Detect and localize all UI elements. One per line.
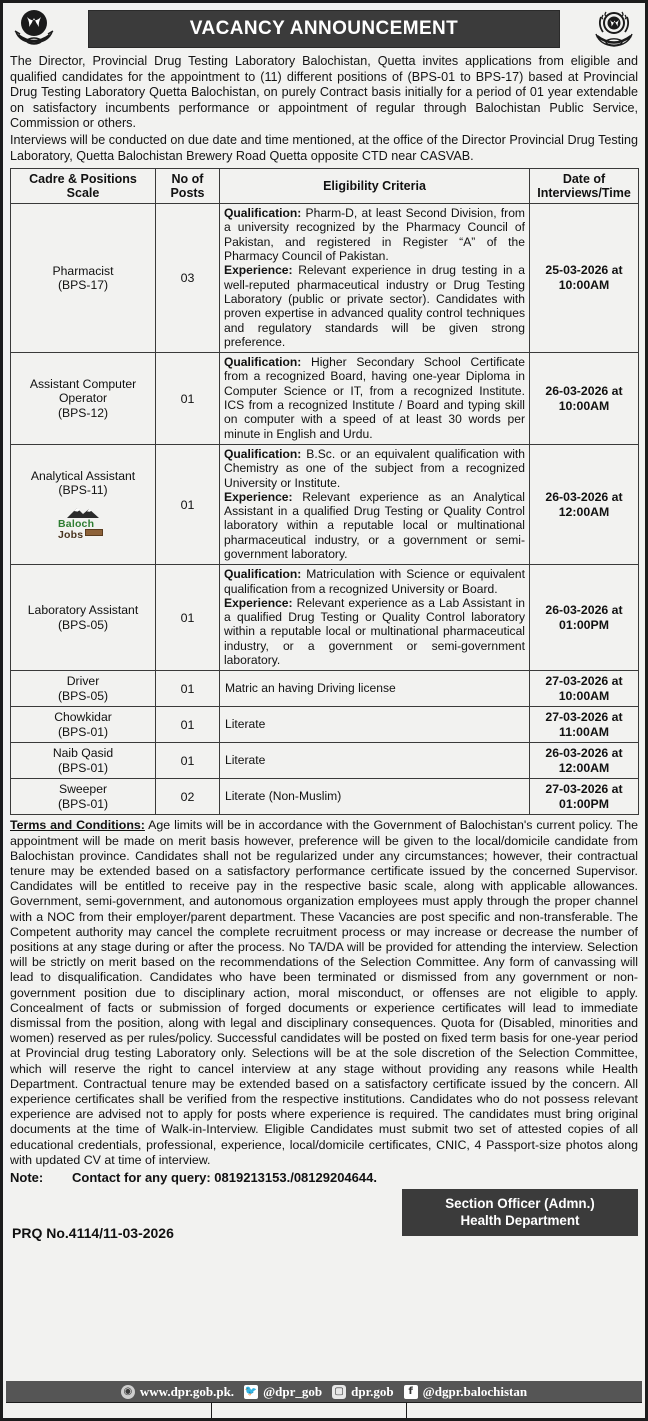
cadre-scale: (BPS-05) — [57, 617, 109, 632]
cell-cadre — [11, 353, 156, 445]
baloch-jobs-watermark — [54, 506, 112, 541]
cell-eligibility — [220, 444, 530, 564]
qualification-text: Matriculation with Science or equivalent qualification from a recognized University or Board. — [224, 567, 525, 596]
cell-posts: 03 — [156, 204, 220, 353]
experience-block — [224, 263, 525, 349]
cadre-scale: (BPS-11) — [58, 483, 108, 498]
cell-cadre — [11, 707, 156, 743]
table-row — [11, 204, 639, 353]
watermark-line-2 — [54, 529, 112, 541]
terms-body: Age limits will be in accordance with the Government of Balochistan's current policy. The appointment will be made on merit basis however, preference will be given to the local/domicile candidate from Balochistan province. Candidates shall not be regularized under any circumstances; however, their contractual tenure may be extended based on a satisfactory performance certificate issued by the concerned Supervisor. Candidates will be entitled to receive pay in the respective basic scale, along with applicable allowances. Government, semi-government, and autonomous organization employees must apply through the proper channel with a NOC from their employer/parent department. These Vacancies are post specific and non-transferable. The Competent authority may cancel the complete recruitment process or may increase or decrease the number of positions at any stage during or after the process. No TA/DA will be provided for attending the interview. Selection will be strictly on merit based on the recommendations of the Selection Committee. Any form of canvassing will lead to disqualification. Candidates who have been terminated or dismissed from any government or non-government position due to disciplinary action, moral misconduct, or offenses are not eligible to apply. Concealment of facts or submission of forged documents or experience certificates will lead to immediate dismissal from the position, along with legal and disciplinary consequences. Quota for (Disabled, minorities and women) reserved as per rules/policy. Successful candidates will be posted on fixed term basis for one-year period at Provincial drug testing Laboratory only. Selections will be at the sole discretion of the Selection Committee, which will reserve the right to cancel interview at any stage without providing any reasons while Health Department. Contractual tenure may be extended based on a satisfactory certificate issued by the concern. All experience certificates shall be verified from the respective institutions. Candidates who do not possess relevant experience are advised not to apply for posts where experience is required. The candidates must bring original documents at the time of Walk-in-Interview. Eligible Candidates must submit two set of attested copies of all educational credentials, professional, experience, local/domicile certificates, CNIC, 4 Passport-size photos along with updated CV at time of interview. — [10, 818, 639, 1167]
cadre-title: Naib Qasid — [52, 746, 114, 761]
page-title: VACANCY ANNOUNCEMENT — [88, 10, 560, 48]
watermark-line-2-text: Jobs — [58, 529, 84, 542]
cell-eligibility: Literate (Non-Muslim) — [220, 779, 530, 815]
qualification-block — [224, 206, 525, 263]
prq-number: PRQ No.4114/11-03-2026 — [12, 1225, 174, 1242]
pakistan-government-emblem-icon — [590, 7, 638, 51]
interview-time: 12:00AM — [558, 760, 610, 775]
qualification-text: B.Sc. or an equivalent qualification with Chemistry as one of the subject from a recognized University or Institute. — [224, 446, 525, 490]
interview-time: 10:00AM — [558, 278, 610, 293]
cell-posts: 01 — [156, 671, 220, 707]
experience-text: Relevant experience as an Analytical Assistant in a qualified Drug Testing or Quality Control laboratory within a reputable local or multinational pharmaceutical industry, or a government or semi-government laboratory. — [224, 489, 525, 561]
cell-posts: 02 — [156, 779, 220, 815]
cell-posts: 01 — [156, 707, 220, 743]
cadre-scale: (BPS-05) — [57, 688, 109, 703]
cadre-scale: (BPS-01) — [57, 796, 109, 811]
qualification-label: Qualification: — [224, 206, 302, 221]
twitter-handle: @dpr_gob — [263, 1383, 323, 1399]
cadre-scale: (BPS-01) — [57, 724, 109, 739]
interview-date: 26-03-2026 at — [545, 383, 623, 398]
column-header-cadre: Cadre & Positions Scale — [11, 169, 156, 204]
page-header — [10, 3, 638, 52]
instagram-icon: ▢ — [332, 1385, 346, 1399]
interview-time: 01:00PM — [559, 617, 609, 632]
table-row — [11, 353, 639, 445]
website-url: www.dpr.gob.pk. — [139, 1383, 235, 1399]
cadre-title: Sweeper — [58, 782, 108, 797]
note-text: Contact for any query: 0819213153./08129204644. — [72, 1170, 377, 1186]
table-row — [11, 565, 639, 671]
column-header-posts: No of Posts — [156, 169, 220, 204]
qualification-label: Qualification: — [224, 567, 302, 582]
terms-and-conditions — [10, 815, 638, 1168]
cadre-scale: (BPS-17) — [57, 278, 109, 293]
page-inner — [3, 3, 645, 1418]
experience-label: Experience: — [224, 489, 293, 504]
cell-eligibility — [220, 204, 530, 353]
signature-department: Health Department — [460, 1213, 580, 1229]
table-row — [11, 671, 639, 707]
cell-posts: 01 — [156, 565, 220, 671]
cell-posts: 01 — [156, 743, 220, 779]
interview-time: 11:00AM — [559, 724, 609, 739]
cadre-title: Driver — [66, 674, 100, 689]
instagram-handle: dpr.gob — [351, 1383, 394, 1399]
qualification-block — [224, 447, 525, 490]
cadre-title: Pharmacist — [52, 263, 114, 278]
cell-date — [530, 444, 639, 564]
website-item[interactable] — [121, 1384, 234, 1400]
social-footer-bar — [6, 1381, 642, 1402]
instagram-item[interactable] — [332, 1384, 394, 1400]
interview-date: 25-03-2026 at — [545, 263, 623, 278]
cell-eligibility: Literate — [220, 743, 530, 779]
interview-time: 01:00PM — [559, 796, 609, 811]
cell-date — [530, 743, 639, 779]
interview-date: 26-03-2026 at — [545, 489, 623, 504]
balochistan-government-emblem-icon — [10, 7, 58, 51]
interview-date: 27-03-2026 at — [545, 673, 623, 688]
globe-icon: ◉ — [121, 1385, 135, 1399]
signature-row — [10, 1187, 638, 1243]
intro-paragraph-1: The Director, Provincial Drug Testing Laboratory Balochistan, Quetta invites applications from eligible and qualified candidates for the appointment to (11) different positions of (BPS-01 to BPS-17) based at Provincial Drug Testing Laboratory Quetta Balochistan, on purely Contract basis initially for a period of 01 year extendable on satisfactory incumbents performance or appointment of regular through Balochistan Public Service, Commission or others. — [10, 54, 638, 131]
interview-date: 27-03-2026 at — [545, 781, 623, 796]
cell-date — [530, 779, 639, 815]
facebook-icon: f — [404, 1385, 418, 1399]
cell-posts: 01 — [156, 444, 220, 564]
interview-time: 10:00AM — [558, 688, 610, 703]
facebook-handle: @dgpr.balochistan — [422, 1383, 528, 1399]
cell-cadre — [11, 671, 156, 707]
table-header-row — [11, 169, 639, 204]
cell-cadre — [11, 565, 156, 671]
cell-eligibility: Matric an having Driving license — [220, 671, 530, 707]
qualification-block — [224, 567, 525, 596]
cell-cadre — [11, 444, 156, 564]
experience-label: Experience: — [224, 595, 293, 610]
vacancy-table — [10, 168, 639, 815]
watermark-bar-icon — [85, 529, 103, 536]
table-row — [11, 779, 639, 815]
cell-eligibility — [220, 565, 530, 671]
cadre-title: Analytical Assistant — [30, 468, 136, 483]
signature-officer: Section Officer (Admn.) — [445, 1196, 595, 1212]
cell-date — [530, 671, 639, 707]
cell-date — [530, 204, 639, 353]
experience-text: Relevant experience as a Lab Assistant in a qualified Drug Testing or Quality Control laboratory within a reputable local or multinational pharmaceutical industry, or a government or semi-government laboratory. — [224, 595, 525, 668]
qualification-text: Higher Secondary School Certificate from a recognized Board, having one-year Diploma in Computer Science or IT, from a recognized Institute. ICS from a recognized Institute / Board and typing skill on computer with a speed of at least 30 words per minute in English and Urdu. — [224, 355, 525, 441]
cell-eligibility: Literate — [220, 707, 530, 743]
qualification-label: Qualification: — [224, 355, 302, 370]
qualification-block — [224, 355, 525, 441]
cell-cadre — [11, 743, 156, 779]
note-label: Note: — [10, 1170, 44, 1186]
intro-paragraph-2: Interviews will be conducted on due date and time mentioned, at the office of the Director Provincial Drug Testing Laboratory, Quetta Balochistan Brewery Road Quetta opposite CTD near CASVAB. — [10, 132, 638, 163]
table-row — [11, 743, 639, 779]
cadre-scale: (BPS-12) — [57, 405, 109, 420]
cell-date — [530, 707, 639, 743]
experience-block — [224, 596, 525, 667]
watermark-line-1: Baloch — [58, 517, 95, 530]
mountain-icon — [54, 506, 112, 519]
signature-block — [402, 1189, 638, 1236]
bottom-divider-right — [406, 1403, 407, 1418]
interview-time: 12:00AM — [558, 504, 610, 519]
bottom-strip — [6, 1402, 642, 1418]
experience-text: Relevant experience in drug testing in a well-reputed pharmaceutical industry or Drug Testing Laboratory (public or private sector). Candidates with proven expertise in advanced quality control techniques and regulatory standards will be given strong preference. — [224, 263, 525, 349]
cell-date — [530, 565, 639, 671]
qualification-label: Qualification: — [224, 446, 302, 461]
bottom-divider-left — [211, 1403, 212, 1418]
column-header-eligibility: Eligibility Criteria — [220, 169, 530, 204]
note-line — [10, 1168, 638, 1185]
cell-posts: 01 — [156, 353, 220, 445]
table-row — [11, 444, 639, 564]
qualification-text: Pharm-D, at least Second Division, from a university recognized by the Pharmacy Council of Pakistan, and registered in Register “A” of the Pharmacy Council of Pakistan. — [224, 206, 525, 264]
interview-time: 10:00AM — [558, 398, 610, 413]
experience-block — [224, 490, 525, 561]
cell-eligibility — [220, 353, 530, 445]
facebook-item[interactable] — [404, 1384, 527, 1400]
interview-date: 27-03-2026 at — [545, 709, 623, 724]
cadre-title: Assistant Computer Operator — [29, 376, 137, 406]
table-row — [11, 707, 639, 743]
twitter-item[interactable] — [244, 1384, 322, 1400]
experience-label: Experience: — [224, 263, 293, 278]
twitter-icon: 🐦 — [244, 1385, 258, 1397]
interview-date: 26-03-2026 at — [545, 602, 623, 617]
column-header-date: Date of Interviews/Time — [530, 169, 639, 204]
cadre-title: Laboratory Assistant — [27, 603, 139, 618]
cadre-scale: (BPS-01) — [57, 760, 109, 775]
cadre-title: Chowkidar — [54, 710, 112, 725]
interview-date: 26-03-2026 at — [545, 745, 623, 760]
intro-text — [10, 52, 638, 165]
cell-date — [530, 353, 639, 445]
terms-label: Terms and Conditions: — [10, 818, 145, 833]
cell-cadre — [11, 779, 156, 815]
cell-cadre — [11, 204, 156, 353]
